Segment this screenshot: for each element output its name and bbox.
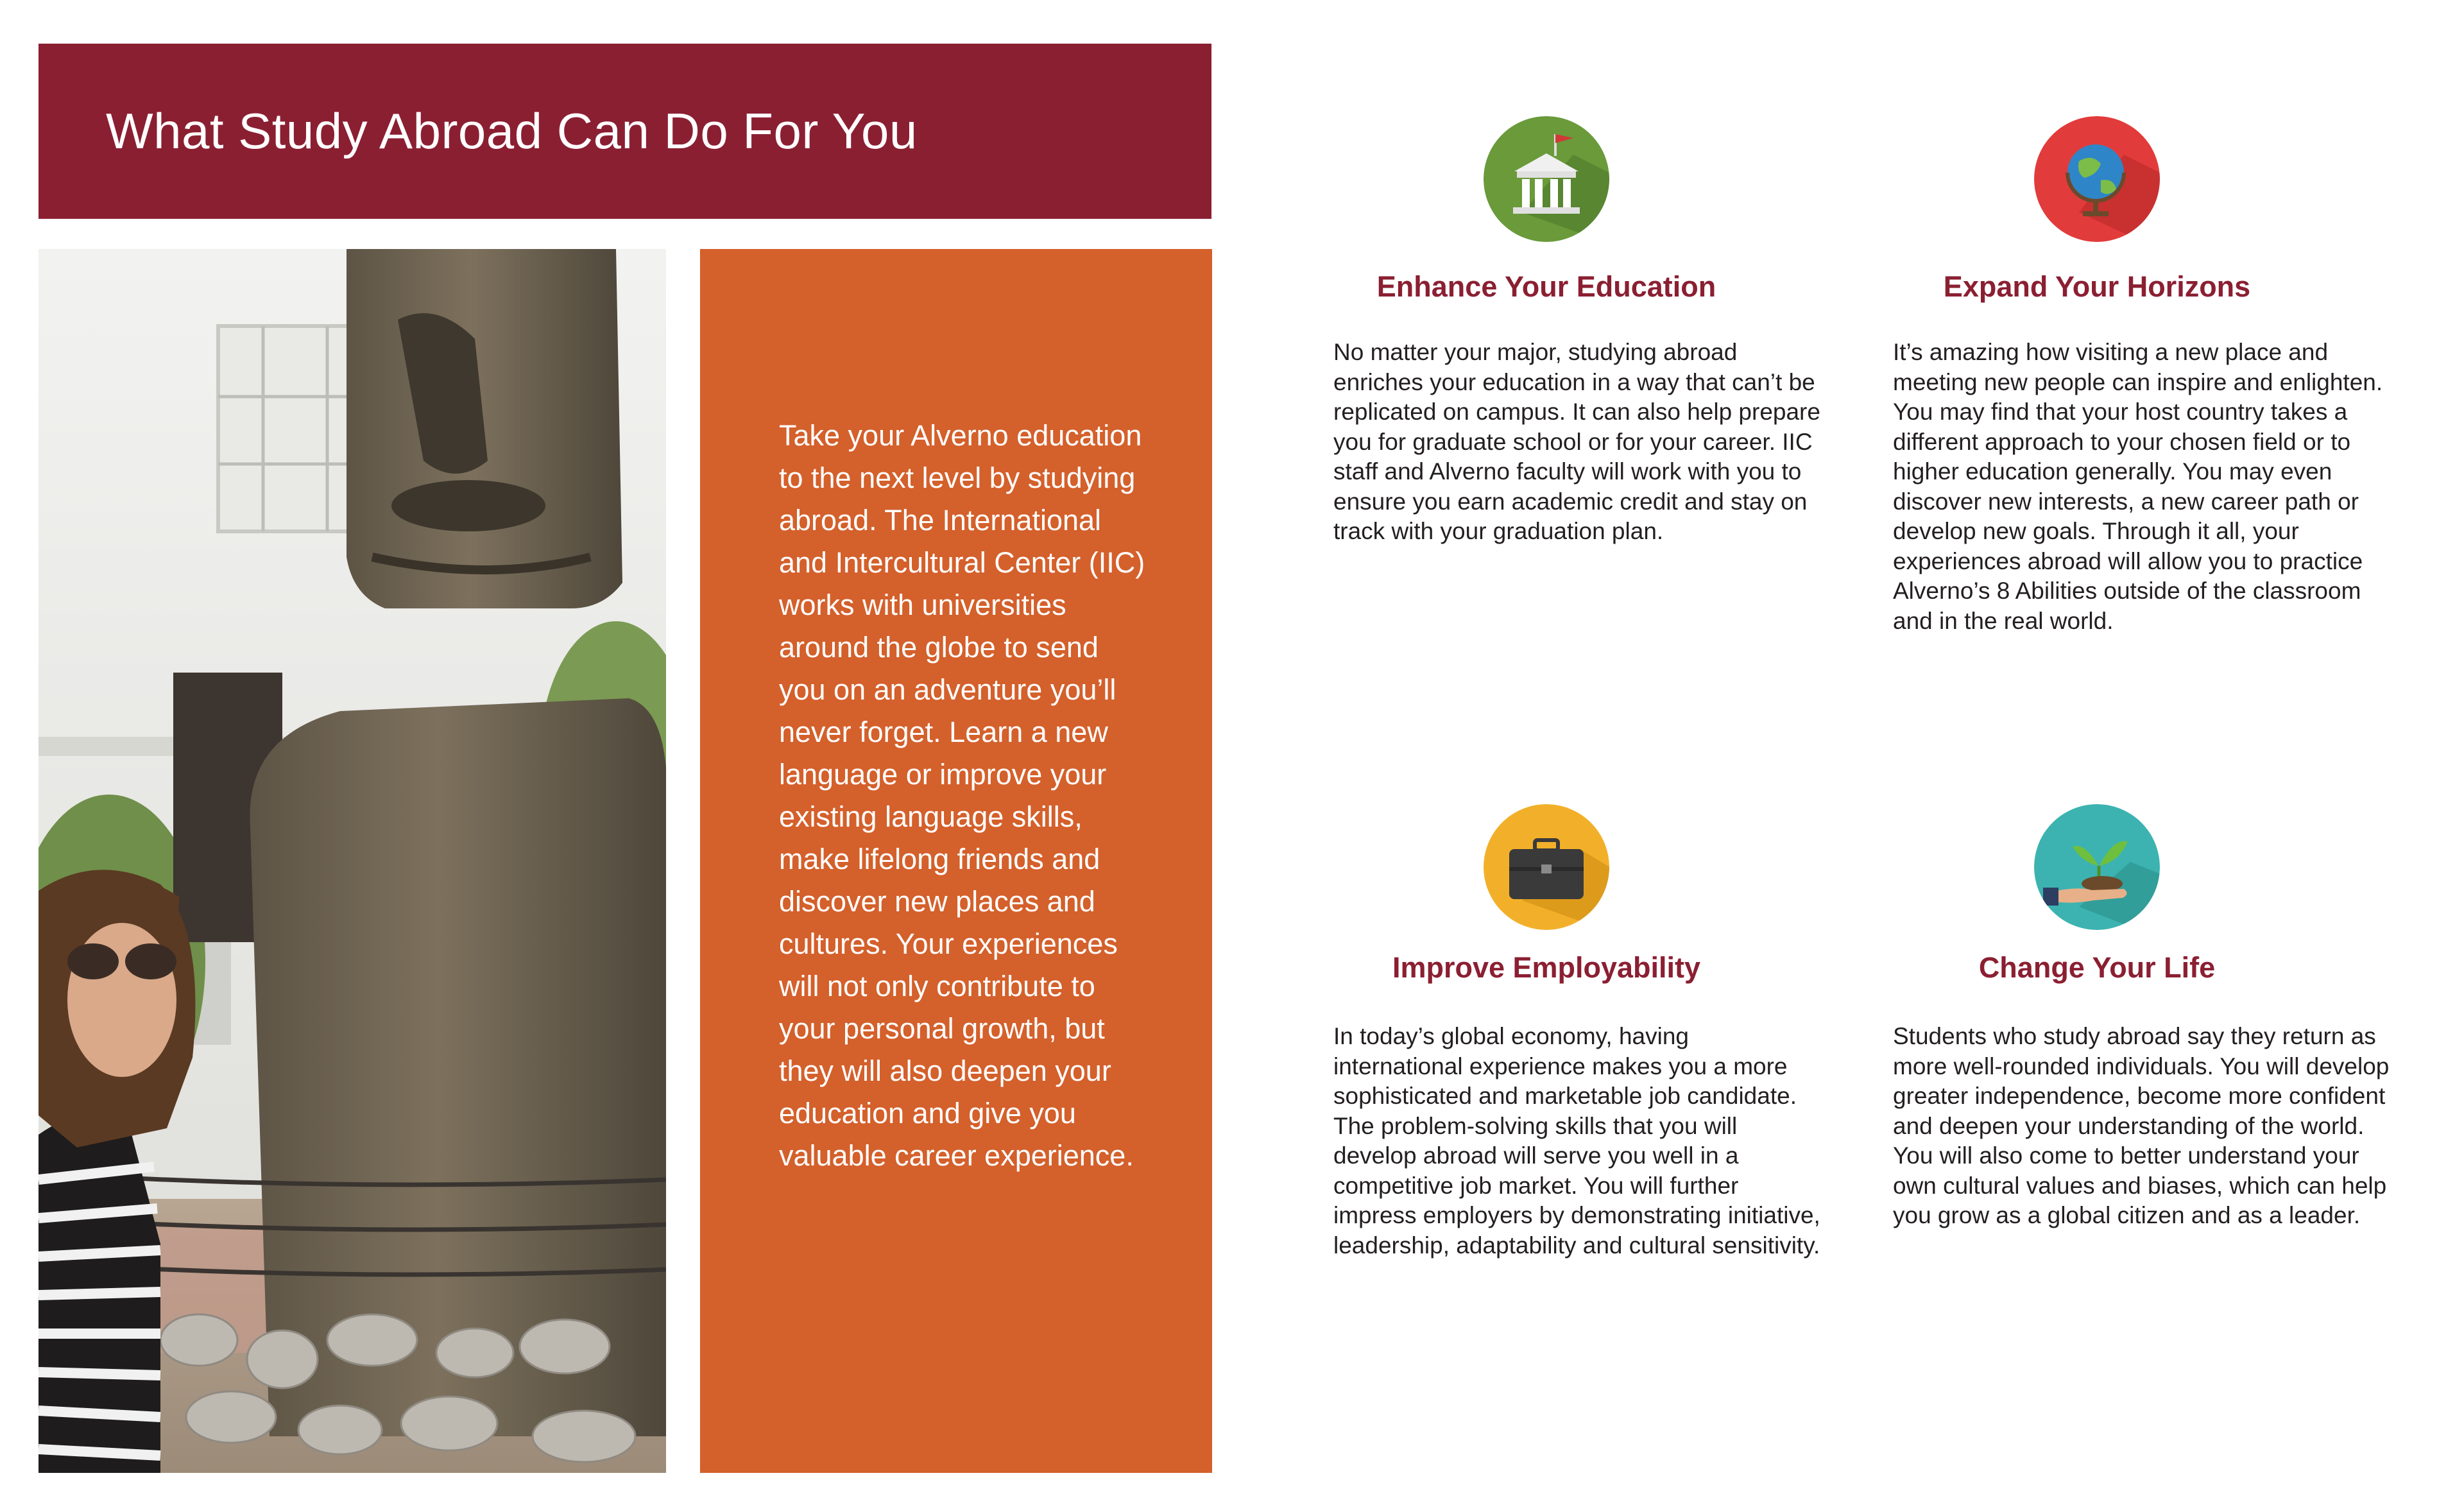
globe-icon [2034,116,2160,242]
intro-panel [700,249,1212,1473]
feature-title-education: Enhance Your Education [1376,270,1716,303]
feature-title-horizons: Expand Your Horizons [1943,270,2251,303]
feature-body-employability: In today’s global economy, having international experience makes you a more sophisticated and marketable job candidate. The problem-solving skills that you will develop abroad will serve you well in a competitive job market. You will further impress employers by demonstrating initiative, leadership, adaptability and cultural sensitivity. [1333,1023,1820,1259]
page-title: What Study Abroad Can Do For You [106,103,918,159]
university-building-icon [1484,116,1609,242]
moai-photo [38,249,666,1473]
feature-title-employability: Improve Employability [1392,951,1701,984]
feature-title-life: Change Your Life [1978,951,2216,984]
feature-body-education: No matter your major, studying abroad enriches your education in a way that can’t be replicated on campus. It can also help prepare you for graduate school or for your career. IIC staff and Alverno faculty will work with you to ensure you earn academic credit and stay on track with your graduation plan. [1333,339,1820,544]
header-banner [38,44,1211,219]
moai-photo-illustration [38,249,666,1473]
feature-body-horizons: It’s amazing how visiting a new place and meeting new people can inspire and enlighten. You may find that your host country takes a different approach to your chosen field or to higher education generally. You may even discover new interests, a new career path or develop new goals. Through it all, your experiences abroad will allow you to practice Alverno’s 8 Abilities outside of the classroom and in the real world. [1893,339,2383,634]
hand-with-plant-icon [2034,804,2160,930]
intro-text: Take your Alverno education to the next level by studying abroad. The International and Intercultural Center (IIC) works with universities around the globe to send you on an adventure you’ll never forget. Learn a new language or improve your existing language skills, make lifelong friends and discover new places and cultures. Your experiences will not only contribute to your personal growth, but they will also deepen your education and give you valuable career experience. [779,419,1145,1172]
briefcase-icon [1484,804,1609,930]
feature-body-life: Students who study abroad say they return as more well-rounded individuals. You will develop greater independence, become more confident and deepen your understanding of the world. You will also come to better understand your own cultural values and biases, which can help you grow as a global citizen and as a leader. [1893,1023,2390,1228]
